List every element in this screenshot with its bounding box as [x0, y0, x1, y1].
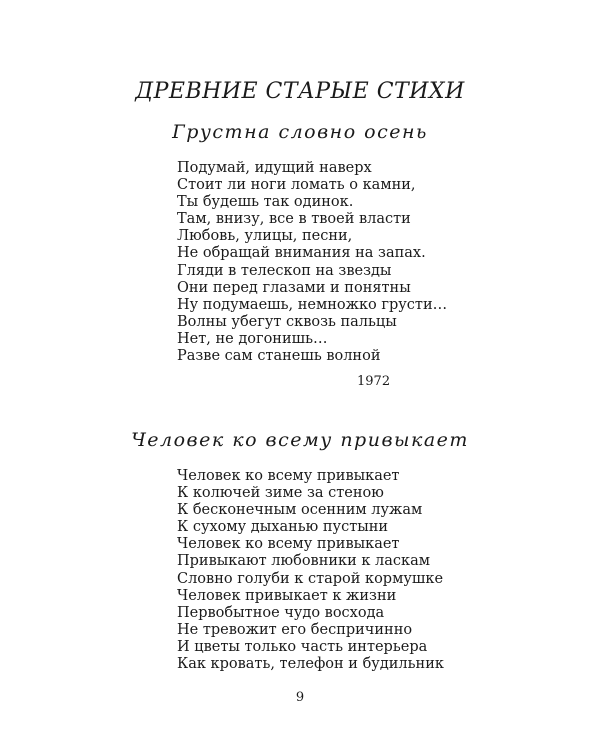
poem-1-text [177, 160, 447, 365]
poem-line: Любовь, улицы, песни, [177, 228, 353, 245]
poem-line: Гляди в телескоп на звезды [177, 262, 392, 279]
poem-line: Ну подумаешь, немножко грусти… [177, 296, 448, 313]
poem-line: К бесконечным осенним лужам [177, 502, 423, 519]
poem-line: Словно голуби к старой кормушке [177, 570, 444, 587]
poem-2-text [177, 468, 444, 673]
page-number: 9 [295, 690, 305, 705]
poem-line: Нет, не догонишь… [177, 330, 328, 347]
poem-line: Ты будешь так одинок. [177, 194, 354, 211]
poem-line: Человек привыкает к жизни [177, 587, 397, 604]
poem-1-date: 1972 [357, 374, 391, 389]
section-title: ДРЕВНИЕ СТАРЫЕ СТИХИ [135, 79, 465, 104]
poem-line: К колючей зиме за стеною [177, 485, 384, 502]
poem-title-1: Грустна словно осень [172, 121, 428, 143]
poem-line: Первобытное чудо восхода [177, 604, 385, 621]
poem-line: Подумай, идущий наверх [177, 160, 372, 176]
poem-line: Они перед глазами и понятны [177, 279, 411, 296]
poem-line: Разве сам станешь волной [177, 348, 381, 365]
poem-line: И цветы только часть интерьера [177, 638, 428, 655]
poem-line: Волны убегут сквозь пальцы [177, 313, 397, 330]
poem-line: Привыкают любовники к ласкам [177, 553, 431, 570]
poem-line: Человек ко всему привыкает [177, 468, 400, 484]
poem-line: К сухому дыханью пустыни [177, 519, 389, 536]
poem-line: Не тревожит его беспричинно [177, 621, 413, 638]
poem-line: Не обращай внимания на запах. [177, 245, 426, 262]
poem-line: Там, внизу, все в твоей власти [177, 211, 411, 228]
poem-line: Как кровать, телефон и будильник [177, 656, 444, 673]
poem-title-2: Человек ко всему привыкает [131, 429, 469, 451]
poem-line: Человек ко всему привыкает [177, 536, 400, 553]
poem-line: Стоит ли ноги ломать о камни, [177, 177, 416, 194]
